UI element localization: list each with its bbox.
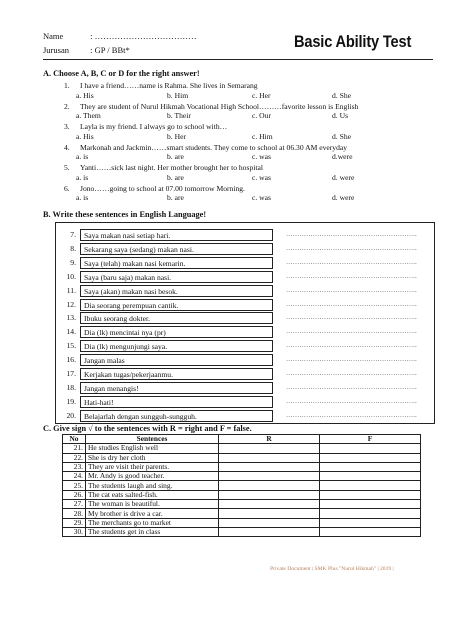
- answer-line[interactable]: …………………………………………………..: [286, 231, 417, 238]
- header-divider: [43, 59, 433, 60]
- item-number: 8.: [70, 243, 76, 253]
- item-number: 13.: [66, 313, 76, 323]
- false-checkbox-cell[interactable]: [320, 453, 421, 462]
- answer-line[interactable]: …………………………………………………..: [286, 258, 417, 266]
- answer-line[interactable]: …………………………………………………..: [286, 397, 417, 405]
- item-number: 14.: [66, 327, 76, 337]
- item-number: 9.: [70, 257, 76, 267]
- question-number: 4.: [64, 142, 70, 152]
- answer-option[interactable]: b. are: [167, 152, 184, 161]
- section-c-heading: C. Give sign √ to the sentences with R = right and F = false.: [43, 424, 252, 433]
- section-b-heading: B. Write these sentences in English Language!: [43, 210, 207, 219]
- item-number: 16.: [66, 355, 76, 365]
- row-number: 24.: [63, 472, 86, 481]
- answer-option[interactable]: d. were: [332, 193, 355, 202]
- col-f: F: [320, 435, 421, 444]
- table-row: [63, 453, 421, 462]
- sentence-cell: The cat eats salted-fish.: [86, 490, 219, 499]
- right-checkbox-cell[interactable]: [219, 509, 320, 518]
- item-number: 15.: [66, 341, 76, 351]
- answer-option[interactable]: a. His: [76, 131, 94, 141]
- answer-option[interactable]: b. are: [167, 193, 184, 202]
- indonesian-sentence: Ibuku seorang dokter.: [80, 312, 273, 324]
- indonesian-sentence: Dia (lk) mencintai nya (pr): [80, 326, 273, 338]
- indonesian-sentence: Belajarlah dengan sungguh-sungguh.: [80, 410, 273, 422]
- false-checkbox-cell[interactable]: [320, 444, 421, 453]
- indonesian-sentence: Jangan menangis!: [80, 382, 273, 394]
- footer-text: Private Document | SMK Plus "Nurul Hikmah" | 2019 |: [270, 566, 394, 572]
- question-text: Layla is my friend. I always go to school with…: [80, 122, 228, 131]
- right-checkbox-cell[interactable]: [219, 500, 320, 509]
- answer-option[interactable]: d. Us: [332, 111, 349, 120]
- answer-option[interactable]: a. His: [76, 90, 94, 100]
- indonesian-sentence: Dia seorang perempuan cantik.: [80, 299, 273, 311]
- answer-line[interactable]: …………………………………………………..: [286, 244, 417, 252]
- page-title: Basic Ability Test: [294, 32, 412, 51]
- answer-line[interactable]: …………………………………………………..: [286, 300, 417, 308]
- answer-line[interactable]: …………………………………………………..: [286, 370, 417, 377]
- answer-line[interactable]: …………………………………………………..: [286, 328, 417, 336]
- translation-row: [56, 410, 434, 426]
- table-row: [63, 509, 421, 518]
- indonesian-sentence: Sekarang saya (sedang) makan nasi.: [80, 243, 273, 255]
- row-number: 25.: [63, 481, 86, 490]
- indonesian-sentence: Hati-hati!: [80, 396, 273, 408]
- jurusan-row: [43, 45, 130, 55]
- table-row: [63, 518, 421, 527]
- sentence-cell: The students get in class: [86, 527, 219, 536]
- sentence-cell: The woman is beautiful.: [86, 500, 219, 509]
- indonesian-sentence: Dia (lk) mengunjungi saya.: [80, 340, 273, 352]
- answer-option[interactable]: c. was: [252, 172, 271, 182]
- question-text: Jono……going to school at 07.00 tomorrow Morning.: [80, 183, 245, 193]
- question-number: 1.: [64, 81, 70, 90]
- false-checkbox-cell[interactable]: [320, 481, 421, 490]
- name-row: [43, 31, 197, 41]
- col-r: R: [219, 435, 320, 444]
- item-number: 17.: [66, 369, 76, 378]
- answer-line[interactable]: …………………………………………………..: [286, 272, 417, 280]
- table-row: [63, 444, 421, 453]
- answer-option[interactable]: c. was: [252, 193, 271, 202]
- right-checkbox-cell[interactable]: [219, 490, 320, 499]
- right-checkbox-cell[interactable]: [219, 518, 320, 527]
- answer-option[interactable]: d. She: [332, 131, 351, 141]
- answer-option[interactable]: d. She: [332, 90, 351, 100]
- answer-line[interactable]: …………………………………………………..: [286, 314, 417, 322]
- sentence-cell: They are visit their parents.: [86, 462, 219, 471]
- name-value: : ………………………………: [90, 31, 197, 41]
- jurusan-value: : GP / BBt*: [90, 45, 130, 55]
- row-number: 30.: [63, 527, 86, 536]
- question-number: 2.: [64, 101, 70, 111]
- true-false-table: [62, 434, 421, 537]
- table-row: [63, 490, 421, 499]
- false-checkbox-cell[interactable]: [320, 509, 421, 518]
- answer-option[interactable]: b. are: [167, 172, 184, 182]
- indonesian-sentence: Jangan malas: [80, 354, 273, 366]
- answer-option[interactable]: a. is: [76, 152, 89, 161]
- item-number: 20.: [66, 410, 76, 420]
- sentence-cell: The students laugh and sing.: [86, 481, 219, 490]
- right-checkbox-cell[interactable]: [219, 527, 320, 536]
- item-number: 19.: [66, 396, 76, 406]
- answer-option[interactable]: c. Him: [252, 131, 273, 141]
- sentence-cell: He studies English well: [86, 444, 219, 453]
- false-checkbox-cell[interactable]: [320, 472, 421, 481]
- table-row: [63, 481, 421, 490]
- answer-option[interactable]: c. was: [252, 152, 271, 161]
- name-label: Name: [43, 31, 64, 41]
- sentence-cell: Mr. Andy is good teacher.: [86, 472, 219, 481]
- jurusan-label: Jurusan: [43, 45, 69, 55]
- answer-option[interactable]: a. is: [76, 172, 89, 182]
- answer-option[interactable]: d. were: [332, 172, 355, 182]
- answer-option[interactable]: b. Her: [167, 131, 186, 141]
- table-row: [63, 472, 421, 481]
- indonesian-sentence: Saya (baru saja) makan nasi.: [80, 271, 273, 283]
- question-text: Markonah and Jackmin……smart students. They come to school at 06.30 AM everyday: [80, 142, 348, 152]
- item-number: 7.: [70, 230, 76, 239]
- answer-line[interactable]: …………………………………………………..: [286, 342, 417, 350]
- col-sentences: Sentences: [86, 435, 219, 444]
- question-text: They are student of Nurul Hikmah Vocational High School………favorite lesson is English: [80, 101, 359, 111]
- item-number: 10.: [66, 271, 76, 281]
- right-checkbox-cell[interactable]: [219, 472, 320, 481]
- answer-line[interactable]: …………………………………………………..: [286, 356, 417, 364]
- col-no: No: [63, 435, 86, 444]
- question-number: 3.: [64, 122, 70, 131]
- indonesian-sentence: Saya makan nasi setiap hari.: [80, 229, 273, 241]
- row-number: 28.: [63, 509, 86, 518]
- sentence-cell: My brother is drive a car.: [86, 509, 219, 518]
- question-text: I have a friend……name is Rahma. She lives in Semarang: [80, 81, 258, 90]
- false-checkbox-cell[interactable]: [320, 500, 421, 509]
- row-number: 27.: [63, 500, 86, 509]
- row-number: 23.: [63, 462, 86, 471]
- indonesian-sentence: Saya (telah) makan nasi kemarin.: [80, 257, 273, 269]
- table-row: [63, 527, 421, 536]
- row-number: 26.: [63, 490, 86, 499]
- row-number: 21.: [63, 444, 86, 453]
- answer-line[interactable]: …………………………………………………..: [286, 286, 417, 294]
- false-checkbox-cell[interactable]: [320, 518, 421, 527]
- row-number: 29.: [63, 518, 86, 527]
- row-number: 22.: [63, 453, 86, 462]
- false-checkbox-cell[interactable]: [320, 462, 421, 471]
- answer-option[interactable]: b. Their: [167, 111, 191, 120]
- section-b-box: [55, 222, 435, 424]
- answer-line[interactable]: …………………………………………………..: [286, 411, 417, 419]
- indonesian-sentence: Saya (akan) makan nasi besok.: [80, 285, 273, 297]
- right-checkbox-cell[interactable]: [219, 453, 320, 462]
- answer-line[interactable]: …………………………………………………..: [286, 383, 417, 391]
- answer-option[interactable]: b. Him: [167, 90, 189, 100]
- right-checkbox-cell[interactable]: [219, 481, 320, 490]
- item-number: 18.: [66, 382, 76, 392]
- sentence-cell: The merchants go to market: [86, 518, 219, 527]
- indonesian-sentence: Kerjakan tugas/pekerjaanmu.: [80, 368, 273, 380]
- table-header-row: [63, 435, 421, 444]
- question-number: 6.: [64, 183, 70, 193]
- sentence-cell: She is dry her cloth: [86, 453, 219, 462]
- question-text: Yanti……sick last night. Her mother brought her to hospital: [80, 163, 263, 172]
- right-checkbox-cell[interactable]: [219, 444, 320, 453]
- answer-option[interactable]: a. is: [76, 193, 89, 202]
- answer-option[interactable]: c. Our: [252, 111, 271, 120]
- answer-option[interactable]: d.were: [332, 152, 353, 161]
- table-row: [63, 500, 421, 509]
- item-number: 12.: [66, 299, 76, 309]
- section-a-heading: A. Choose A, B, C or D for the right answer!: [43, 69, 200, 78]
- false-checkbox-cell[interactable]: [320, 490, 421, 499]
- answer-option[interactable]: a. Them: [76, 111, 101, 120]
- answer-option[interactable]: c. Her: [252, 90, 271, 100]
- item-number: 11.: [66, 285, 76, 295]
- right-checkbox-cell[interactable]: [219, 462, 320, 471]
- false-checkbox-cell[interactable]: [320, 527, 421, 536]
- table-row: [63, 462, 421, 471]
- question-number: 5.: [64, 163, 70, 172]
